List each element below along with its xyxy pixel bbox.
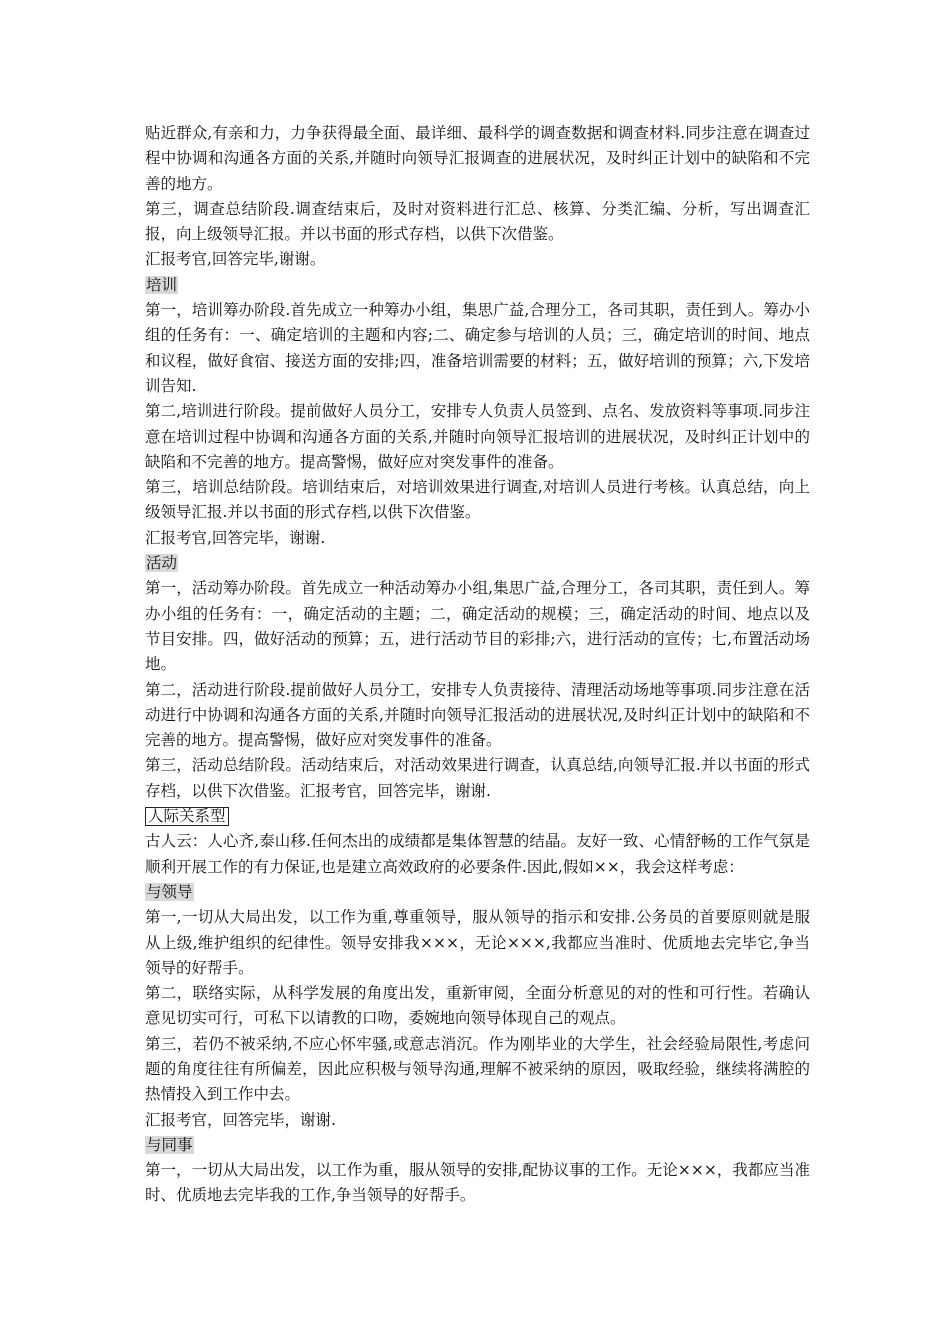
heading-label: 人际关系型	[145, 807, 229, 826]
heading-label: 活动	[146, 554, 178, 573]
heading-label: 培训	[146, 275, 178, 294]
section-heading-training	[145, 273, 810, 298]
paragraph: 第三，培训总结阶段。培训结束后，对培训效果进行调查,对培训人员进行考核。认真总结，向上级领导汇报.并以书面的形式存档,以供下次借鉴。	[145, 478, 810, 522]
section-heading-interpersonal	[145, 804, 810, 829]
paragraph: 第三，若仍不被采纳,不应心怀牢骚,或意志消沉。作为刚毕业的大学生，社会经验局限性,考虑问题的角度往往有所偏差，因此应积极与领导沟通,理解不被采纳的原因，吸取经验，继续将满腔的热情投入到工作中去。	[145, 1034, 810, 1104]
paragraph: 第三，调查总结阶段.调查结束后，及时对资料进行汇总、核算、分类汇编、分析，写出调查汇报，向上级领导汇报。并以书面的形式存档，以供下次借鉴。	[145, 199, 810, 244]
section-heading-with-colleague	[145, 1133, 810, 1158]
paragraph: 第二，联络实际，从科学发展的角度出发，重新审阅，全面分析意见的对的性和可行性。若确认意见切实可行，可私下以请教的口吻，委婉地向领导体现自己的观点。	[145, 984, 810, 1028]
paragraph: 汇报考官,回答完毕，谢谢.	[145, 528, 326, 547]
paragraph: 第一，活动筹办阶段。首先成立一种活动筹办小组,集思广益,合理分工，各司其职，责任到人。筹办小组的任务有：一，确定活动的主题；二，确定活动的规模；三，确定活动的时间、地点以及节目安排。四，做好活动的预算；五，进行活动节目的彩排;六，进行活动的宣传；七,布置活动场地。	[145, 579, 810, 674]
section-heading-activity	[145, 551, 810, 576]
paragraph: 第二,培训进行阶段。提前做好人员分工，安排专人负责人员签到、点名、发放资料等事项.同步注意在培训过程中协调和沟通各方面的关系,并随时向领导汇报培训的进展状况，及时纠正计划中的缺陷和不完善的地方。提高警惕，做好应对突发事件的准备。	[145, 402, 810, 471]
paragraph: 贴近群众,有亲和力，力争获得最全面、最详细、最科学的调查数据和调查材料.同步注意在调查过程中协调和沟通各方面的关系,并随时向领导汇报调查的进展状况，及时纠正计划中的缺陷和不完善的地方。	[145, 124, 810, 193]
paragraph: 第一，培训筹办阶段.首先成立一种筹办小组，集思广益,合理分工，各司其职，责任到人。筹办小组的任务有：一、确定培训的主题和内容;二、确定参与培训的人员；三，确定培训的时间、地点和议程，做好食宿、接送方面的安排;四，准备培训需要的材料；五，做好培训的预算；六,下发培训告知.	[145, 301, 810, 395]
paragraph: 汇报考官，回答完毕，谢谢.	[145, 1110, 336, 1129]
paragraph: 第一,一切从大局出发，以工作为重,尊重领导，服从领导的指示和安排.公务员的首要原则就是服从上级,维护组织的纪律性。领导安排我×××，无论×××,我都应当准时、优质地去完毕它,争当领导的好帮手。	[145, 908, 810, 977]
heading-label: 与领导	[146, 882, 193, 901]
document-body	[145, 121, 810, 1209]
paragraph: 第一，一切从大局出发，以工作为重，服从领导的安排,配协议事的工作。无论×××，我都应当准时、优质地去完毕我的工作,争当领导的好帮手。	[145, 1161, 810, 1205]
heading-label: 与同事	[146, 1135, 193, 1154]
paragraph: 第三，活动总结阶段。活动结束后，对活动效果进行调查，认真总结,向领导汇报.并以书面的形式存档，以供下次借鉴。汇报考官，回答完毕，谢谢.	[145, 756, 810, 800]
paragraph: 汇报考官,回答完毕,谢谢。	[145, 250, 326, 269]
paragraph: 第二，活动进行阶段.提前做好人员分工，安排专人负责接待、清理活动场地等事项.同步注意在活动进行中协调和沟通各方面的关系,并随时向领导汇报活动的进展状况,及时纠正计划中的缺陷和不完善的地方。提高警惕，做好应对突发事件的准备。	[145, 680, 810, 750]
section-heading-with-leader	[145, 880, 810, 905]
paragraph: 古人云：人心齐,泰山移.任何杰出的成绩都是集体智慧的结晶。友好一致、心情舒畅的工作气氛是顺利开展工作的有力保证,也是建立高效政府的必要条件.因此,假如××，我会这样考虑：	[145, 832, 810, 876]
